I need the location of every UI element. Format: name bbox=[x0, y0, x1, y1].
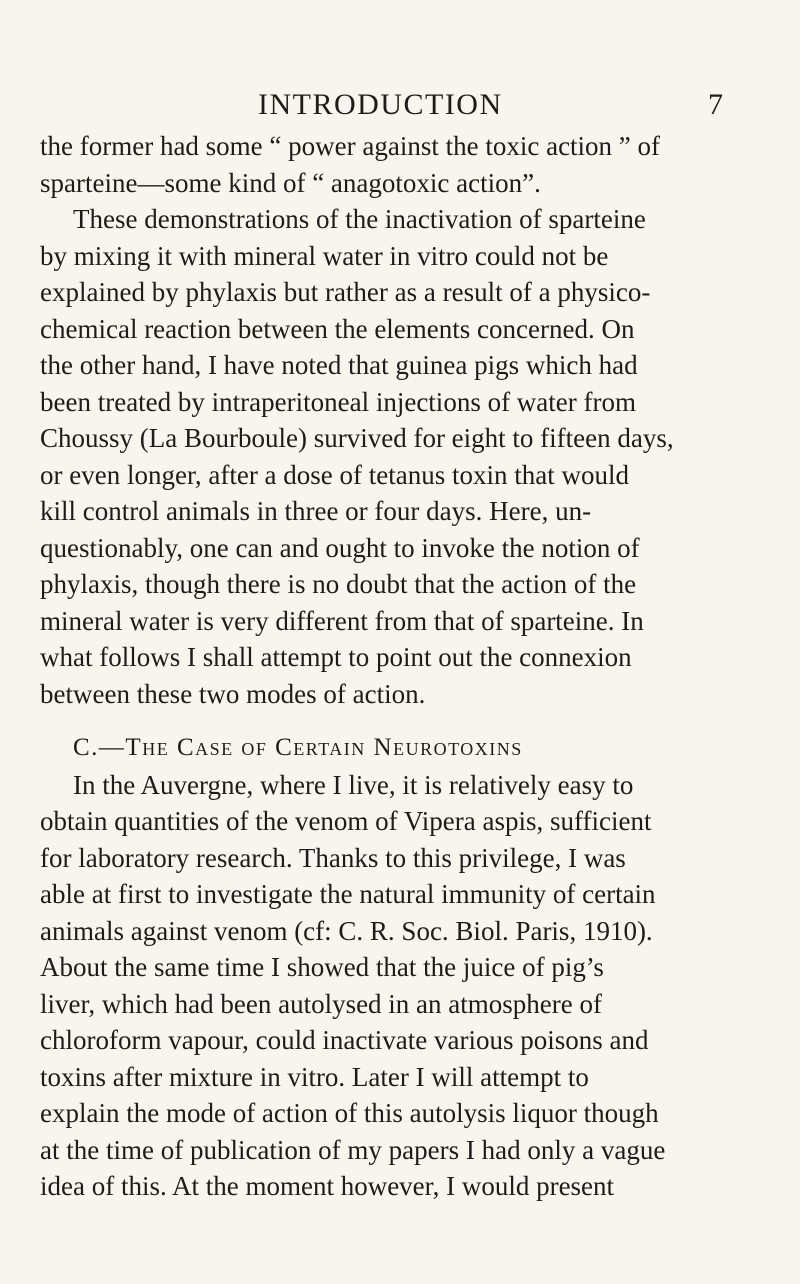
text-line: Choussy (La Bourboule) survived for eight to fifteen days, bbox=[40, 423, 674, 453]
text-line: mineral water is very different from that of sparteine. In bbox=[40, 605, 644, 636]
section-spacer bbox=[40, 712, 770, 730]
text-line: About the same time I showed that the juice of pig’s bbox=[40, 952, 604, 982]
text-line: questionably, one can and ought to invoke the notion of bbox=[40, 532, 640, 563]
text-line: idea of this. At the moment however, I would present bbox=[40, 1171, 615, 1201]
text-line: animals against venom (cf: C. R. Soc. Biol. Paris, 1910). bbox=[40, 915, 653, 946]
text-line: sparteine—some kind of “ anagotoxic action”. bbox=[40, 167, 541, 198]
text-line: These demonstrations of the inactivation of sparteine bbox=[73, 204, 646, 234]
text-line: been treated by intraperitoneal injections of water from bbox=[40, 386, 637, 417]
text-line: In the Auvergne, where I live, it is relatively easy to bbox=[73, 769, 634, 800]
text-line: phylaxis, though there is no doubt that the action of the bbox=[40, 569, 637, 599]
text-line: by mixing it with mineral water in vitro could not be bbox=[40, 240, 609, 271]
section-heading: C.—The Case of Certain Neurotoxins bbox=[73, 734, 523, 761]
text-line: the other hand, I have noted that guinea pigs which had bbox=[40, 350, 638, 380]
text-line: able at first to investigate the natural immunity of certain bbox=[40, 879, 656, 909]
text-line: at the time of publication of my papers I had only a vague bbox=[40, 1134, 666, 1165]
text-line: kill control animals in three or four days. Here, un- bbox=[40, 496, 592, 526]
text-line: toxins after mixture in vitro. Later I will attempt to bbox=[40, 1061, 589, 1092]
text-line: the former had some “ power against the toxic action ” of bbox=[40, 131, 661, 161]
page-number: 7 bbox=[708, 88, 723, 121]
text-line: obtain quantities of the venom of Vipera aspis, sufficient bbox=[40, 806, 652, 836]
running-head: INTRODUCTION bbox=[258, 88, 503, 121]
text-line: explained by phylaxis but rather as a result of a physico- bbox=[40, 277, 651, 307]
text-line: what follows I shall attempt to point out the connexion bbox=[40, 642, 632, 672]
body-text bbox=[40, 128, 770, 1205]
text-line: between these two modes of action. bbox=[40, 678, 426, 709]
text-line: for laboratory research. Thanks to this privilege, I was bbox=[40, 842, 626, 873]
text-line: or even longer, after a dose of tetanus toxin that would bbox=[40, 459, 629, 490]
text-line: liver, which had been autolysed in an atmosphere of bbox=[40, 988, 602, 1019]
text-line: chloroform vapour, could inactivate various poisons and bbox=[40, 1025, 649, 1055]
text-line: chemical reaction between the elements concerned. On bbox=[40, 313, 635, 344]
text-line: explain the mode of action of this autolysis liquor though bbox=[40, 1098, 659, 1128]
